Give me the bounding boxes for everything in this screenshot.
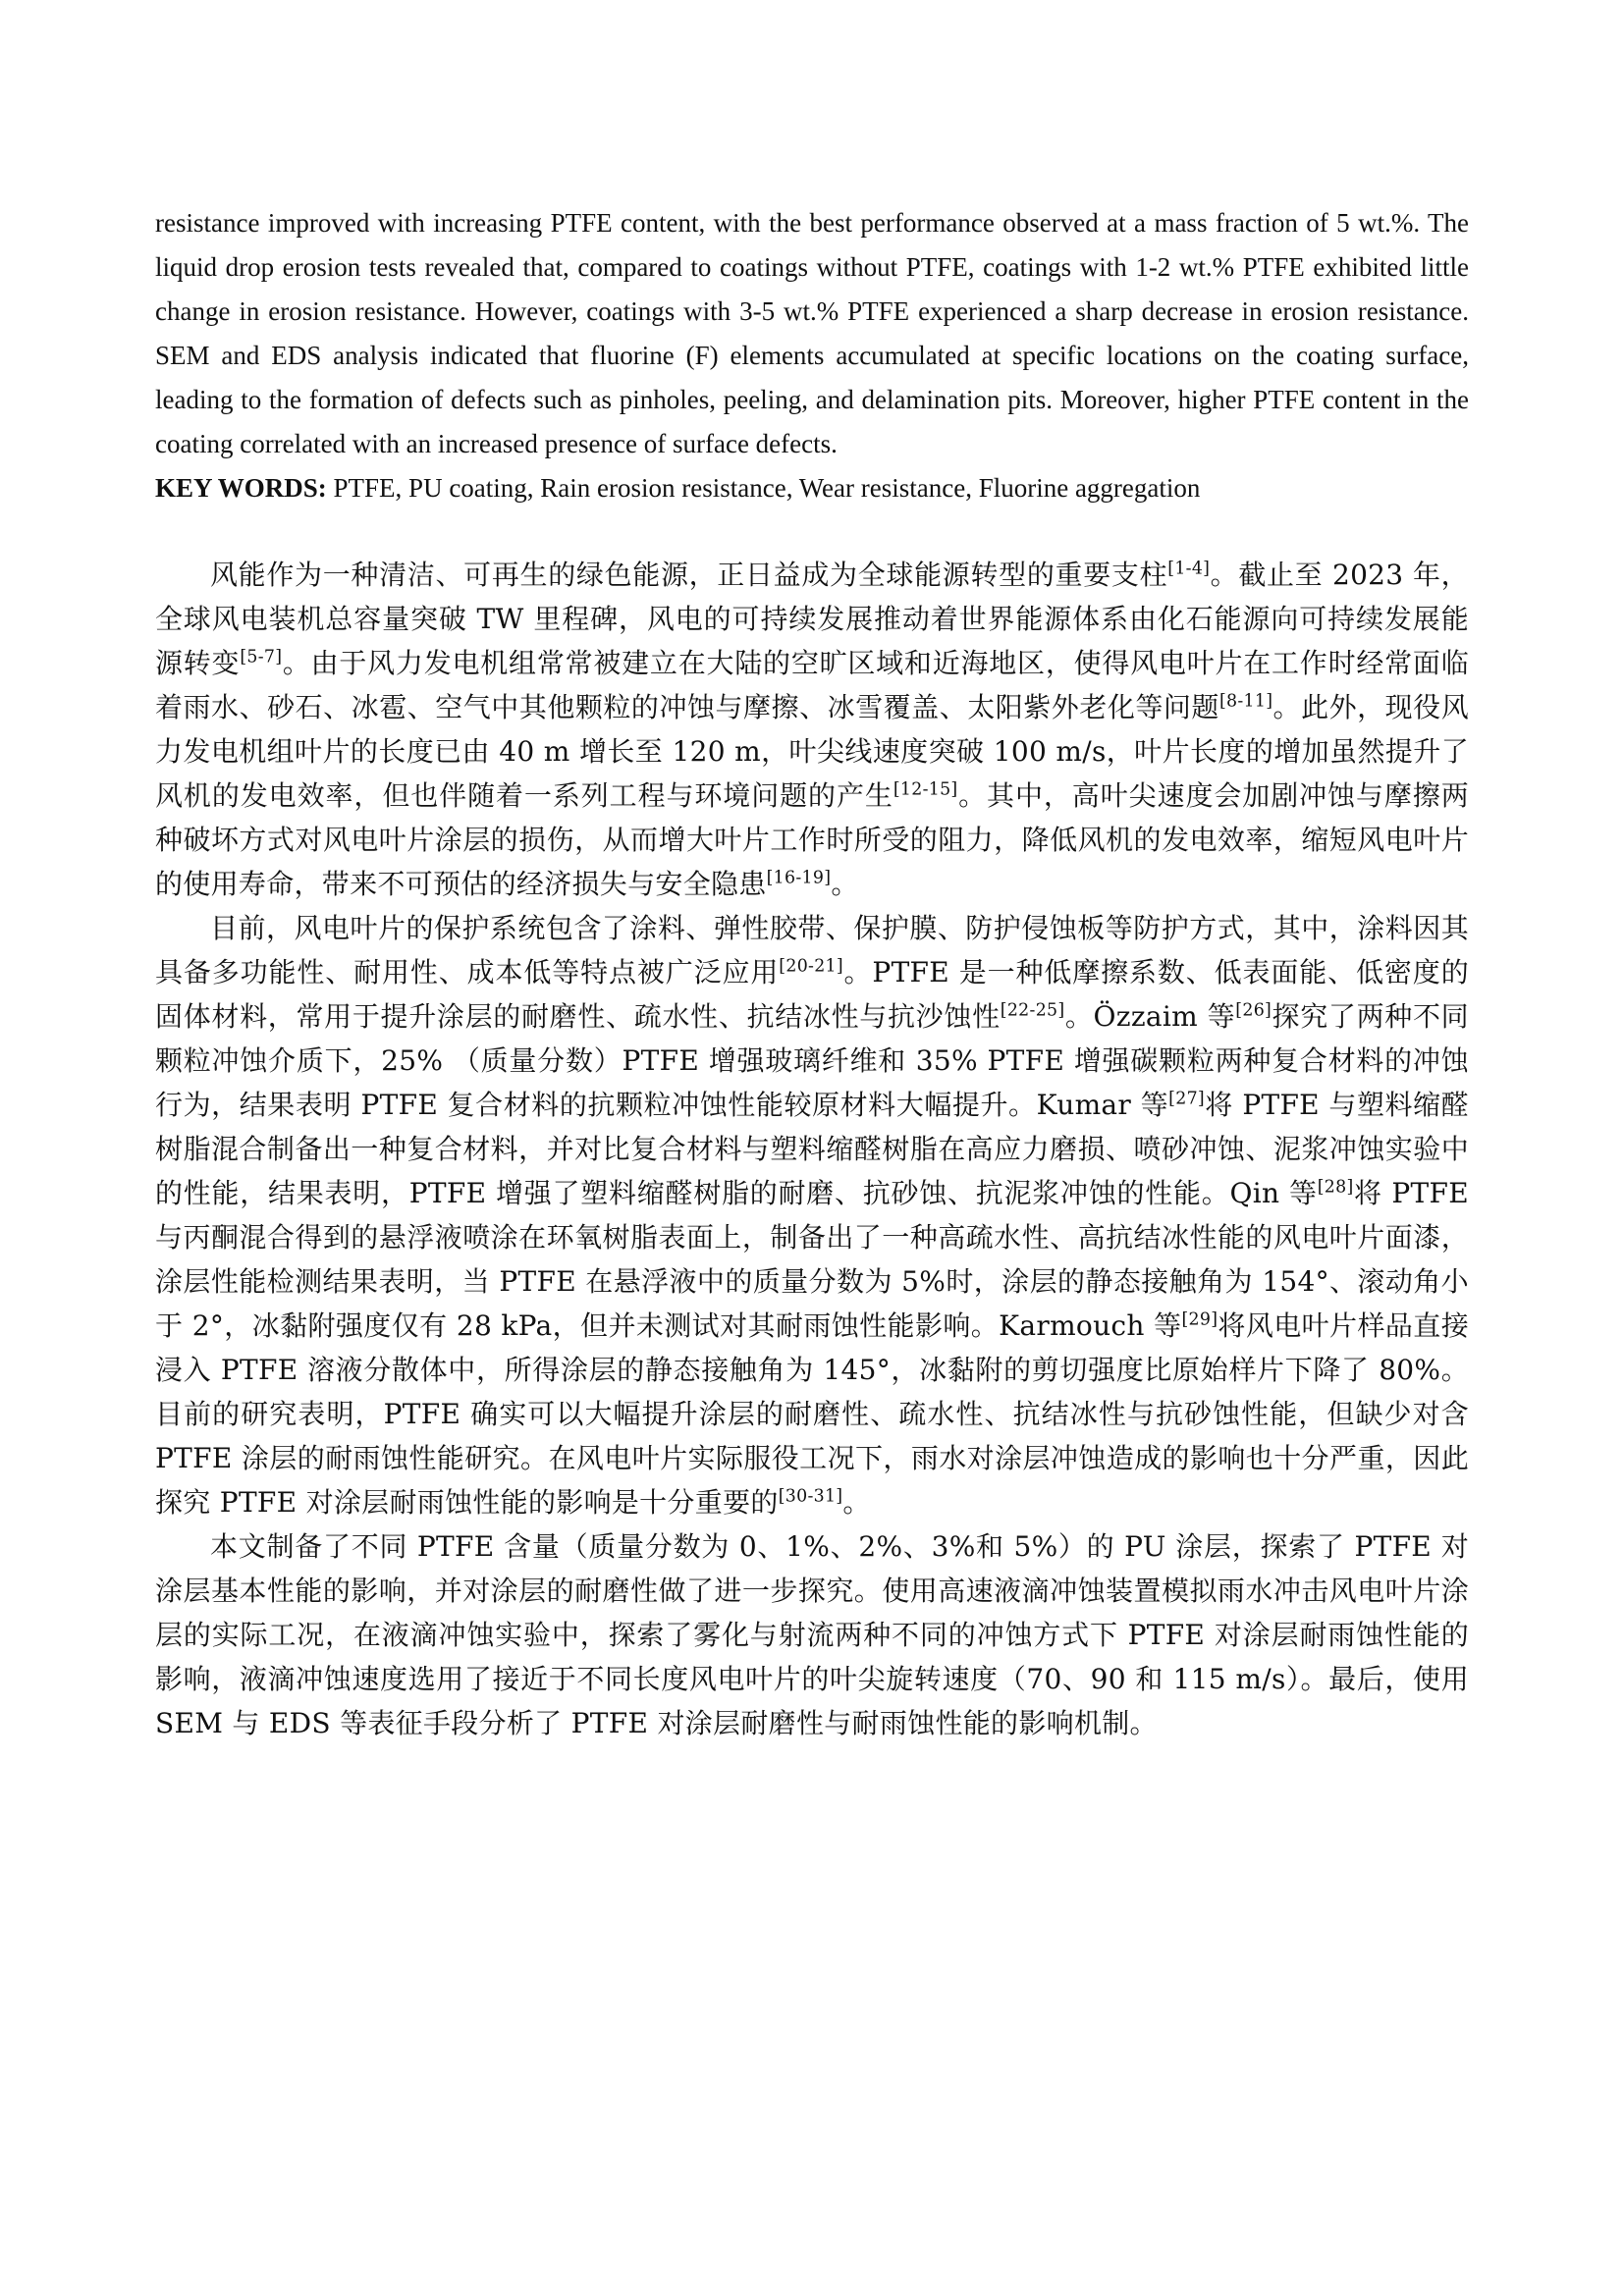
text-run: 。此外，现役风力发电机组叶片的长度已由 40 m 增长至 120 m，叶尖线速度突破 100 m/s，叶片长度的增加虽然提升了风机的发电效率，但也伴随着一系列工程与环境问题的产生 <box>155 691 1470 812</box>
citation-ref: [22-25] <box>1000 1000 1065 1021</box>
abstract-block <box>155 201 1469 510</box>
text-run: 。PTFE 是一种低摩擦系数、低表面能、低密度的固体材料，常用于提升涂层的耐磨性、疏水性、抗结冰性与抗沙蚀性 <box>155 956 1469 1033</box>
text-run: 。 <box>831 868 859 900</box>
keywords-label: KEY WORDS: <box>155 473 327 503</box>
text-run: 。 <box>842 1486 871 1519</box>
abstract-text: resistance improved with increasing PTFE content, with the best performance observed at a mass fraction of 5 wt.%. The liquid drop erosion tests revealed that, compared to coatings without PTFE, coatings with 1-2 wt.% PTFE exhibited little change in erosion resistance. However, coatings with 3-5 wt.% PTFE experienced a sharp decrease in erosion resistance. SEM and EDS analysis indicated that fluorine (F) elements accumulated at specific locations on the coating surface, leading to the formation of defects such as pinholes, peeling, and delamination pits. Moreover, higher PTFE content in the coating correlated with an increased presence of surface defects. <box>155 208 1469 458</box>
citation-ref: [16-19] <box>766 868 832 888</box>
intro-paragraph-2 <box>155 906 1469 1524</box>
text-run: 。截止至 2023 年，全球风电装机总容量突破 TW 里程碑，风电的可持续发展推动着世界能源体系由化石能源向可持续发展能源转变 <box>155 559 1469 679</box>
intro-paragraph-3 <box>155 1524 1469 1745</box>
text-run: 将 PTFE 与塑料缩醛树脂混合制备出一种复合材料，并对比复合材料与塑料缩醛树脂在高应力磨损、喷砂冲蚀、泥浆冲蚀实验中的性能，结果表明，PTFE 增强了塑料缩醛树脂的耐磨、抗砂蚀、抗泥浆冲蚀的性能。Qin 等 <box>155 1089 1469 1209</box>
citation-ref: [27] <box>1168 1089 1205 1109</box>
citation-ref: [1-4] <box>1167 559 1211 579</box>
text-run: 。由于风力发电机组常常被建立在大陆的空旷区域和近海地区，使得风电叶片在工作时经常面临着雨水、砂石、冰雹、空气中其他颗粒的冲蚀与摩擦、冰雪覆盖、太阳紫外老化等问题 <box>155 647 1470 723</box>
text-run: 探究了两种不同颗粒冲蚀介质下，25% （质量分数）PTFE 增强玻璃纤维和 35% PTFE 增强碳颗粒两种复合材料的冲蚀行为，结果表明 PTFE 复合材料的抗颗粒冲蚀性能较原材料大幅提升。Kumar 等 <box>155 1000 1469 1121</box>
intro-paragraph-1 <box>155 553 1469 906</box>
citation-ref: [20-21] <box>779 956 843 977</box>
text-run: 目前，风电叶片的保护系统包含了涂料、弹性胶带、保护膜、防护侵蚀板等防护方式，其中，涂料因其具备多功能性、耐用性、成本低等特点被广泛应用 <box>155 912 1469 988</box>
keywords-line <box>155 466 1469 510</box>
text-run: 风能作为一种清洁、可再生的绿色能源，正日益成为全球能源转型的重要支柱 <box>210 559 1168 591</box>
citation-ref: [28] <box>1317 1177 1354 1198</box>
text-run: 将风电叶片样品直接浸入 PTFE 溶液分散体中，所得涂层的静态接触角为 145°，冰黏附的剪切强度比原始样片下降了 80%。目前的研究表明，PTFE 确实可以大幅提升涂层的耐磨性、疏水性、抗结冰性与抗砂蚀性能，但缺少对含 PTFE 涂层的耐雨蚀性能研究。在风电叶片实际服役工况下，雨水对涂层冲蚀造成的影响也十分严重，因此探究 PTFE 对涂层耐雨蚀性能的影响是十分重要的 <box>155 1309 1470 1519</box>
citation-ref: [29] <box>1181 1309 1218 1330</box>
citation-ref: [8-11] <box>1218 691 1273 712</box>
text-run: 。Özzaim 等 <box>1064 1000 1236 1033</box>
text-run: 。其中，高叶尖速度会加剧冲蚀与摩擦两种破坏方式对风电叶片涂层的损伤，从而增大叶片工作时所受的阻力，降低风机的发电效率，缩短风电叶片的使用寿命，带来不可预估的经济损失与安全隐患 <box>155 779 1469 900</box>
citation-ref: [5-7] <box>240 647 283 667</box>
body-text <box>155 553 1469 1745</box>
text-run: 将 PTFE 与丙酮混合得到的悬浮液喷涂在环氧树脂表面上，制备出了一种高疏水性、高抗结冰性能的风电叶片面漆，涂层性能检测结果表明，当 PTFE 在悬浮液中的质量分数为 5%时，涂层的静态接触角为 154°、滚动角小于 2°，冰黏附强度仅有 28 kPa，但并未测试对其耐雨蚀性能影响。Karmouch 等 <box>155 1177 1469 1342</box>
keywords-list: PTFE, PU coating, Rain erosion resistance, Wear resistance, Fluorine aggregation <box>326 473 1201 503</box>
text-run: 本文制备了不同 PTFE 含量（质量分数为 0、1%、2%、3%和 5%）的 PU 涂层，探索了 PTFE 对涂层基本性能的影响，并对涂层的耐磨性做了进一步探究。使用高速液滴冲蚀装置模拟雨水冲击风电叶片涂层的实际工况，在液滴冲蚀实验中，探索了雾化与射流两种不同的冲蚀方式下 PTFE 对涂层耐雨蚀性能的影响，液滴冲蚀速度选用了接近于不同长度风电叶片的叶尖旋转速度（70、90 和 115 m/s）。最后，使用 SEM 与 EDS 等表征手段分析了 PTFE 对涂层耐磨性与耐雨蚀性能的影响机制。 <box>155 1530 1469 1739</box>
citation-ref: [12-15] <box>893 779 958 800</box>
citation-ref: [30-31] <box>778 1486 843 1507</box>
citation-ref: [26] <box>1235 1000 1272 1021</box>
